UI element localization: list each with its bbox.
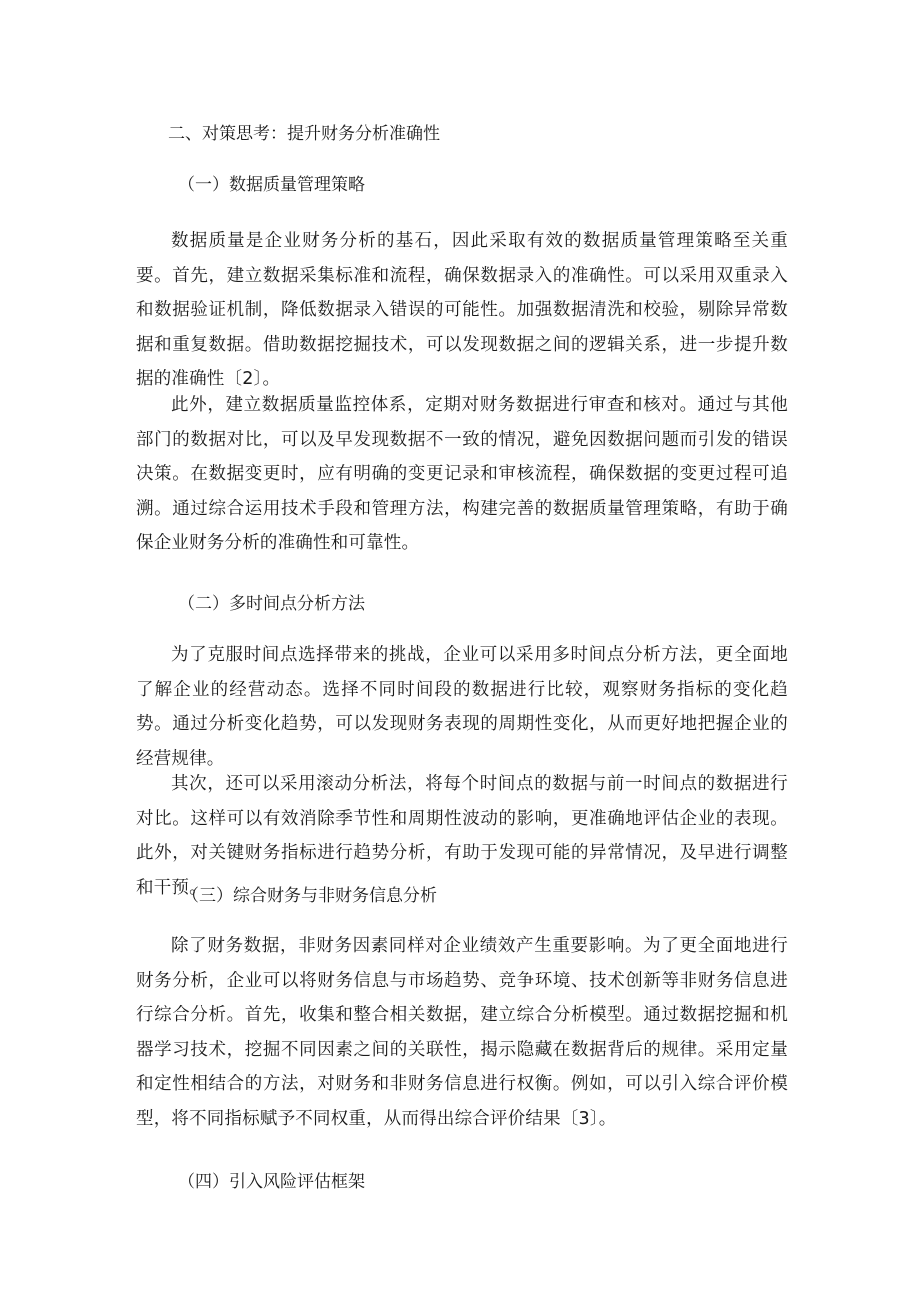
paragraph-1-1: 数据质量是企业财务分析的基石，因此采取有效的数据质量管理策略至关重要。首先，建立数据采集标准和流程，确保数据录入的准确性。可以采用双重录入和数据验证机制，降低数据录入错误的可能性。加强数据清洗和校验，剔除异常数据和重复数据。借助数据挖掘技术，可以发现数据之间的逻辑关系，进一步提升数据的准确性〔2〕。 [136,231,788,389]
paragraph-2-2: 其次，还可以采用滚动分析法，将每个时间点的数据与前一时间点的数据进行对比。这样可以有效消除季节性和周期性波动的影响，更准确地评估企业的表现。此外，对关键财务指标进行趋势分析，有助于发现可能的异常情况，及早进行调整和干预。 [136,774,788,898]
subsection-heading-4: （四）引入风险评估框架 [178,1172,365,1192]
subsection-heading-1: （一）数据质量管理策略 [178,175,365,195]
subsection-heading-3: （三）综合财务与非财务信息分析 [182,886,437,906]
subsection-heading-2: （二）多时间点分析方法 [178,594,365,614]
paragraph-2-1: 为了克服时间点选择带来的挑战，企业可以采用多时间点分析方法，更全面地了解企业的经营动态。选择不同时间段的数据进行比较，观察财务指标的变化趋势。通过分析变化趋势，可以发现财务表现的周期性变化，从而更好地把握企业的经营规律。 [136,645,788,769]
paragraph-3-1: 除了财务数据，非财务因素同样对企业绩效产生重要影响。为了更全面地进行财务分析，企业可以将财务信息与市场趋势、竞争环境、技术创新等非财务信息进行综合分析。首先，收集和整合相关数据，建立综合分析模型。通过数据挖掘和机器学习技术，挖掘不同因素之间的关联性，揭示隐藏在数据背后的规律。采用定量和定性相结合的方法，对财务和非财务信息进行权衡。例如，可以引入综合评价模型，将不同指标赋予不同权重，从而得出综合评价结果〔3〕。 [136,936,788,1129]
section-title: 二、对策思考：提升财务分析准确性 [168,124,440,144]
paragraph-1-2: 此外，建立数据质量监控体系，定期对财务数据进行审查和核对。通过与其他部门的数据对比，可以及早发现数据不一致的情况，避免因数据问题而引发的错误决策。在数据变更时，应有明确的变更记录和审核流程，确保数据的变更过程可追溯。通过综合运用技术手段和管理方法，构建完善的数据质量管理策略，有助于确保企业财务分析的准确性和可靠性。 [136,395,788,553]
